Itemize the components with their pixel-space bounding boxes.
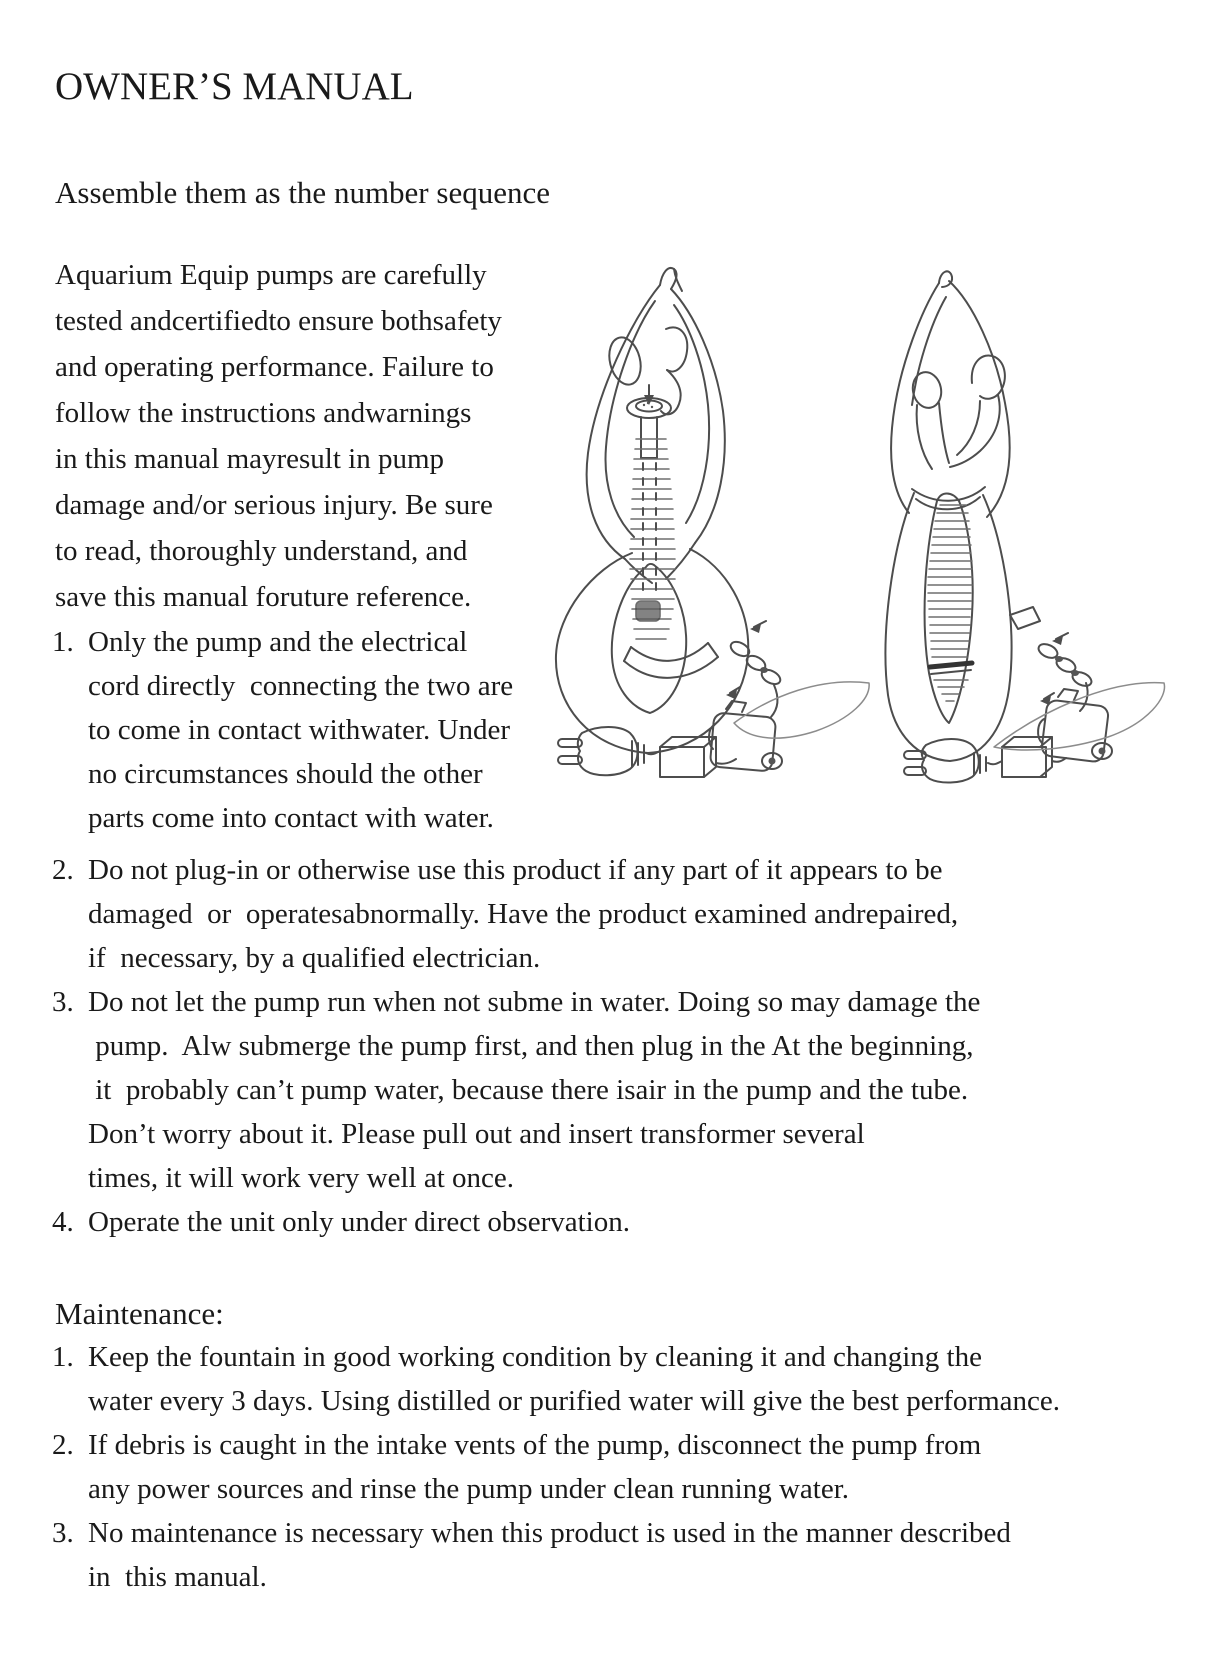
power-transformer-drawing bbox=[660, 737, 736, 777]
maintenance-item-1 bbox=[52, 1335, 1060, 1423]
text-line bbox=[52, 620, 513, 664]
item-number: 1. bbox=[52, 1341, 74, 1373]
text-line: any power sources and rinse the pump under clean running water. bbox=[88, 1473, 850, 1505]
hose-fittings-drawing bbox=[728, 639, 782, 717]
item-number: 3. bbox=[52, 986, 74, 1018]
item-number: 2. bbox=[52, 854, 74, 886]
intro-paragraph bbox=[55, 252, 502, 620]
text-line: follow the instructions andwarnings bbox=[55, 397, 472, 429]
riser-tube-drawing bbox=[630, 439, 675, 639]
power-plug-drawing bbox=[558, 727, 660, 775]
text-line: Don’t worry about it. Please pull out and insert transformer several bbox=[88, 1118, 865, 1150]
text-line: times, it will work very well at once. bbox=[88, 1162, 515, 1194]
text-line: and operating performance. Failure to bbox=[55, 351, 494, 383]
text-line bbox=[52, 1511, 1060, 1555]
safety-list-item-4 bbox=[52, 1200, 980, 1244]
maintenance-heading: Maintenance: bbox=[55, 1296, 224, 1331]
item-number: 3. bbox=[52, 1517, 74, 1549]
safety-list-item-2 bbox=[52, 848, 980, 980]
safety-list-item-3 bbox=[52, 980, 980, 1200]
item-text: Do not plug-in or otherwise use this product if any part of it appears to be bbox=[88, 854, 943, 886]
text-line: save this manual foruture reference. bbox=[55, 581, 472, 613]
text-line bbox=[52, 1423, 1060, 1467]
item-number: 1. bbox=[52, 626, 74, 658]
page-title: OWNER’S MANUAL bbox=[55, 65, 414, 108]
figure-assembled-diagram bbox=[828, 253, 1168, 788]
maintenance-item-2 bbox=[52, 1423, 1060, 1511]
page-subtitle: Assemble them as the number sequence bbox=[55, 175, 550, 210]
text-line: pump. Alw submerge the pump first, and then plug in the At the beginning, bbox=[88, 1030, 974, 1062]
drop-in-arrow-icon bbox=[644, 385, 654, 405]
text-line: cord directly connecting the two are bbox=[88, 670, 514, 702]
figure-exploded-diagram bbox=[528, 253, 873, 788]
text-line: no circumstances should the other bbox=[88, 758, 483, 790]
text-line: Aquarium Equip pumps are carefully bbox=[55, 259, 487, 291]
maintenance-list bbox=[52, 1335, 1060, 1599]
text-line bbox=[52, 980, 980, 1024]
safety-list bbox=[52, 848, 980, 1244]
item-text: Do not let the pump run when not subme in water. Doing so may damage the bbox=[88, 986, 981, 1018]
text-line: if necessary, by a qualified electrician. bbox=[88, 942, 541, 974]
text-line: water every 3 days. Using distilled or purified water will give the best performance. bbox=[88, 1385, 1060, 1417]
item-text: Keep the fountain in good working condition by cleaning it and changing the bbox=[88, 1341, 982, 1373]
item-number: 4. bbox=[52, 1206, 74, 1238]
safety-list-item-1 bbox=[52, 620, 513, 840]
item-text: Only the pump and the electrical bbox=[88, 626, 468, 658]
fountain-sculpture-drawing bbox=[556, 268, 748, 753]
text-line: to come in contact withwater. Under bbox=[88, 714, 510, 746]
water-pump-drawing bbox=[709, 701, 782, 772]
item-text: No maintenance is necessary when this product is used in the manner described bbox=[88, 1517, 1011, 1549]
text-line: in this manual mayresult in pump bbox=[55, 443, 445, 475]
maintenance-item-3 bbox=[52, 1511, 1060, 1599]
text-line: to read, thoroughly understand, and bbox=[55, 535, 468, 567]
text-line: damage and/or serious injury. Be sure bbox=[55, 489, 493, 521]
text-line: damaged or operatesabnormally. Have the product examined andrepaired, bbox=[88, 898, 959, 930]
item-text: If debris is caught in the intake vents of the pump, disconnect the pump from bbox=[88, 1429, 982, 1461]
text-line: tested andcertifiedto ensure bothsafety bbox=[55, 305, 502, 337]
text-line: in this manual. bbox=[88, 1561, 267, 1593]
text-line bbox=[52, 848, 980, 892]
item-text: Operate the unit only under direct observation. bbox=[88, 1206, 630, 1238]
text-line: it probably can’t pump water, because there isair in the pump and the tube. bbox=[88, 1074, 969, 1106]
basin-leaf-drawing bbox=[994, 683, 1165, 750]
text-line: parts come into contact with water. bbox=[88, 802, 494, 834]
text-line bbox=[52, 1335, 1060, 1379]
outlet-tube-drawing bbox=[624, 643, 718, 678]
text-line bbox=[52, 1200, 980, 1244]
item-number: 2. bbox=[52, 1429, 74, 1461]
